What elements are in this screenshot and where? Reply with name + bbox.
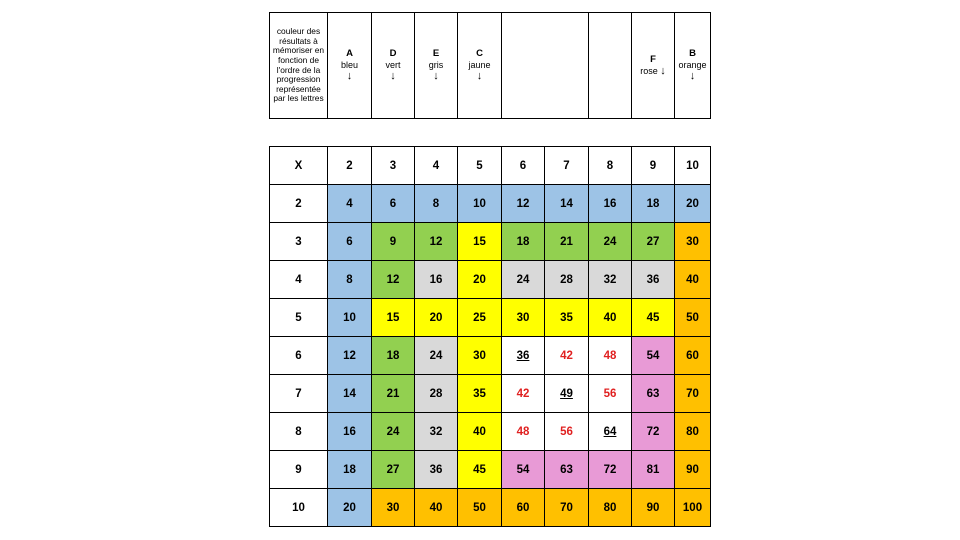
product-cell: 16 [589,185,632,223]
highlighted-product-value: 48 [603,349,617,362]
product-cell: 24 [372,413,415,451]
product-cell: 32 [589,261,632,299]
highlighted-product-value: 42 [516,387,530,400]
product-cell [589,337,632,375]
product-cell: 90 [632,489,675,527]
column-header: 6 [502,147,545,185]
product-cell: 60 [502,489,545,527]
product-cell [589,413,632,451]
column-header: 10 [675,147,711,185]
column-header: 5 [458,147,502,185]
product-cell: 40 [415,489,458,527]
legend-color-name: orange [678,59,707,70]
legend-col-d [372,13,415,119]
product-cell: 80 [675,413,711,451]
table-row [270,337,711,375]
product-cell: 18 [632,185,675,223]
product-cell: 24 [502,261,545,299]
product-cell: 20 [675,185,711,223]
row-header: 4 [270,261,328,299]
product-cell: 90 [675,451,711,489]
square-product-value: 36 [516,349,530,362]
row-header: 2 [270,185,328,223]
product-cell: 16 [328,413,372,451]
product-cell: 20 [458,261,502,299]
product-cell: 60 [675,337,711,375]
product-cell: 40 [675,261,711,299]
product-cell: 4 [328,185,372,223]
product-cell: 10 [328,299,372,337]
legend-color-name: jaune [468,59,491,70]
column-header: 4 [415,147,458,185]
legend-letter: E [432,48,440,59]
arrow-down-icon: ↓ [476,70,483,82]
product-cell: 12 [415,223,458,261]
product-cell: 45 [458,451,502,489]
table-row [270,489,711,527]
product-cell: 18 [328,451,372,489]
square-product-value: 64 [603,425,617,438]
product-cell: 28 [545,261,589,299]
product-cell: 25 [458,299,502,337]
product-cell [545,413,589,451]
table-row [270,451,711,489]
product-cell: 30 [675,223,711,261]
legend-col-a [328,13,372,119]
product-cell: 81 [632,451,675,489]
product-cell: 28 [415,375,458,413]
product-cell: 14 [328,375,372,413]
product-cell: 40 [589,299,632,337]
product-cell: 24 [415,337,458,375]
arrow-down-icon: ↓ [433,70,439,82]
legend-letter: A [346,48,353,59]
product-cell: 15 [372,299,415,337]
row-header: 9 [270,451,328,489]
legend-row [270,13,711,119]
table-row [270,223,711,261]
product-cell: 24 [589,223,632,261]
row-header: 3 [270,223,328,261]
product-cell: 18 [372,337,415,375]
legend-col-empty-1 [502,13,589,119]
product-cell: 20 [328,489,372,527]
product-cell: 20 [415,299,458,337]
table-row [270,185,711,223]
product-cell: 15 [458,223,502,261]
legend-color-name: rose [640,65,658,76]
row-header: 10 [270,489,328,527]
product-cell: 54 [502,451,545,489]
product-cell: 6 [372,185,415,223]
table-row [270,299,711,337]
product-cell: 36 [415,451,458,489]
product-cell: 16 [415,261,458,299]
highlighted-product-value: 56 [560,425,573,438]
product-cell: 21 [372,375,415,413]
product-cell: 72 [632,413,675,451]
product-cell: 50 [458,489,502,527]
table-row [270,413,711,451]
product-cell: 14 [545,185,589,223]
product-cell: 9 [372,223,415,261]
product-cell: 27 [632,223,675,261]
legend-letter: D [389,48,397,59]
product-cell: 70 [545,489,589,527]
highlighted-product-value: 42 [560,349,573,362]
legend-color-name: bleu [340,59,358,70]
product-cell: 45 [632,299,675,337]
column-header: 2 [328,147,372,185]
row-header: 8 [270,413,328,451]
product-cell [502,337,545,375]
row-header: 7 [270,375,328,413]
legend-color-name: gris [428,59,444,70]
product-cell: 100 [675,489,711,527]
legend-col-b [675,13,711,119]
legend-letter: B [689,48,696,59]
product-cell: 21 [545,223,589,261]
product-cell: 35 [545,299,589,337]
product-cell: 30 [372,489,415,527]
corner-cell: X [270,147,328,185]
table-row [270,261,711,299]
product-cell: 30 [502,299,545,337]
arrow-down-icon: ↓ [660,64,666,77]
multiplication-table [269,146,711,527]
column-header: 3 [372,147,415,185]
legend-col-e [415,13,458,119]
product-cell: 36 [632,261,675,299]
legend-description: couleur des résultats à mémoriser en fonction de l'ordre de la progression représentée par les lettres [270,13,328,119]
product-cell: 80 [589,489,632,527]
product-cell: 30 [458,337,502,375]
column-header: 7 [545,147,589,185]
product-cell: 72 [589,451,632,489]
product-cell: 32 [415,413,458,451]
product-cell [545,375,589,413]
product-cell: 50 [675,299,711,337]
legend-letter: C [476,48,483,59]
product-cell: 27 [372,451,415,489]
product-cell: 10 [458,185,502,223]
row-header: 6 [270,337,328,375]
product-cell: 63 [632,375,675,413]
arrow-down-icon: ↓ [346,70,353,82]
product-cell: 12 [372,261,415,299]
product-cell [545,337,589,375]
product-cell: 40 [458,413,502,451]
column-header: 8 [589,147,632,185]
table-row [270,375,711,413]
product-cell [502,375,545,413]
arrow-down-icon: ↓ [689,70,696,82]
product-cell: 12 [502,185,545,223]
color-legend-table [269,12,711,119]
product-cell: 12 [328,337,372,375]
highlighted-product-value: 56 [603,387,617,400]
legend-col-empty-2 [589,13,632,119]
legend-col-c [458,13,502,119]
legend-col-f [632,13,675,119]
product-cell: 63 [545,451,589,489]
arrow-down-icon: ↓ [390,70,396,82]
product-cell: 70 [675,375,711,413]
legend-color-name: vert [385,59,401,70]
product-cell [589,375,632,413]
product-cell: 8 [415,185,458,223]
header-row [270,147,711,185]
square-product-value: 49 [560,387,573,400]
product-cell: 8 [328,261,372,299]
multiplication-table-body [270,147,711,527]
column-header: 9 [632,147,675,185]
highlighted-product-value: 48 [516,425,530,438]
product-cell [502,413,545,451]
row-header: 5 [270,299,328,337]
product-cell: 35 [458,375,502,413]
product-cell: 6 [328,223,372,261]
product-cell: 54 [632,337,675,375]
product-cell: 18 [502,223,545,261]
legend-letter: F [650,54,656,65]
